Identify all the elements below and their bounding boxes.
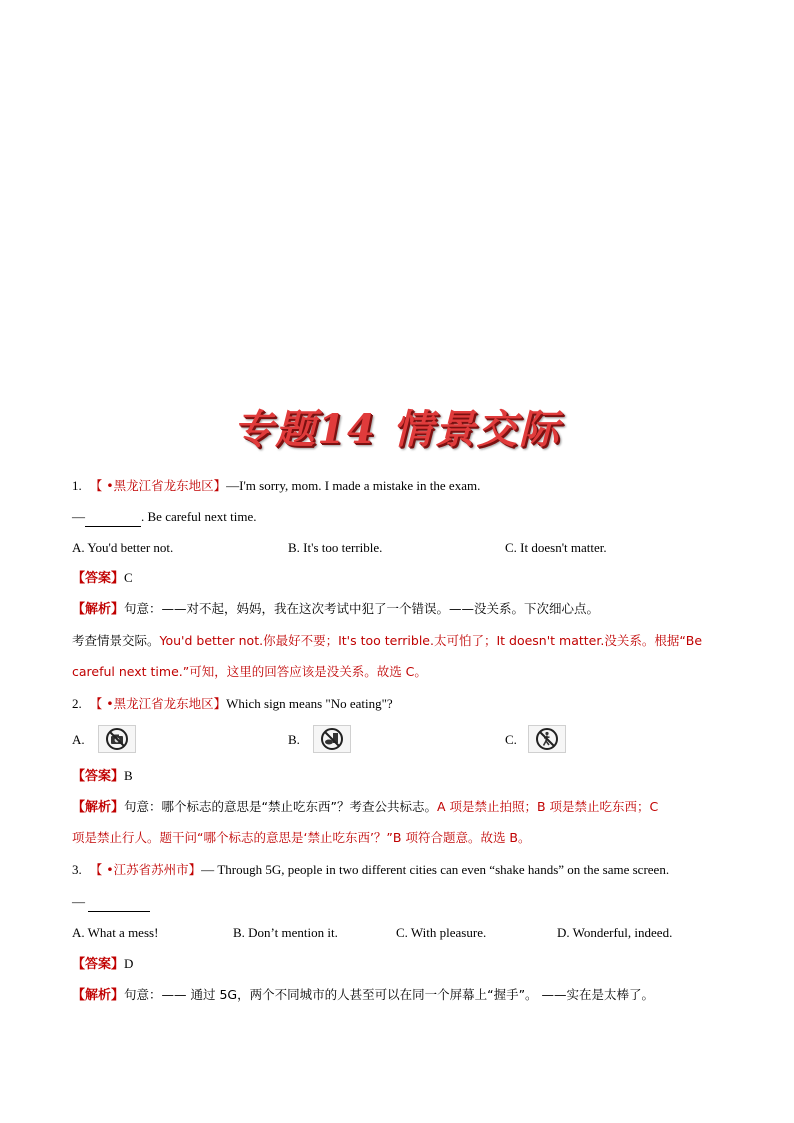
analysis-text: 句意：—— 通过 5G，两个不同城市的人甚至可以在同一个屏幕上“握手”。 ——实在是太棒了。 <box>124 987 655 1002</box>
reply-text: . Be careful next time. <box>141 509 257 524</box>
question-3-stem <box>72 860 732 880</box>
question-text: —I'm sorry, mom. I made a mistake in the exam. <box>226 478 481 493</box>
option-a-label: A. <box>72 732 85 747</box>
analysis-tag: 【解析】 <box>72 988 125 1003</box>
analysis-line <box>72 797 732 818</box>
option-d: D. Wonderful, indeed. <box>557 925 673 940</box>
page-title: 专题14 情景交际 <box>233 406 561 453</box>
answer-tag: 【答案】 <box>72 769 125 784</box>
option-c: C. With pleasure. <box>396 925 487 940</box>
analysis-line <box>72 631 732 651</box>
answer-line <box>72 954 732 975</box>
question-source: 【 •黑龙江省龙东地区】 <box>89 478 227 493</box>
option-b: B. Don’t mention it. <box>233 925 338 940</box>
analysis-text-highlight: A 项是禁止拍照；B 项是禁止吃东西；C <box>436 799 659 814</box>
question-text: Which sign means "No eating"? <box>226 696 393 711</box>
analysis-text-highlight: You'd better not.你最好不要；It's too terrible.太可怕了；It doesn't matter.没关系。根据“Be <box>159 633 703 648</box>
answer-line <box>72 568 732 589</box>
answer-blank <box>88 897 150 912</box>
no-eating-icon <box>313 725 351 753</box>
question-text: — Through 5G, people in two different cities can even “shake hands” on the same screen. <box>201 862 670 877</box>
no-camera-icon <box>98 725 136 753</box>
analysis-text-highlight: careful next time.”可知，这里的回答应该是没关系。故选 C。 <box>72 664 427 679</box>
question-number: 1. <box>72 478 82 493</box>
answer-value: C <box>124 570 133 585</box>
answer-tag: 【答案】 <box>72 957 125 972</box>
question-number: 3. <box>72 862 82 877</box>
dash: — <box>72 894 85 909</box>
question-1-stem <box>72 476 732 496</box>
option-b-label: B. <box>288 732 300 747</box>
answer-blank <box>85 512 141 527</box>
analysis-text: 考查情景交际。 <box>72 633 160 648</box>
option-a: A. What a mess! <box>72 925 159 940</box>
analysis-text: 句意：哪个标志的意思是“禁止吃东西”？考查公共标志。 <box>124 799 437 814</box>
analysis-text: 句意：——对不起，妈妈，我在这次考试中犯了一个错误。——没关系。下次细心点。 <box>124 601 600 616</box>
analysis-text-highlight: 项是禁止行人。题干问“哪个标志的意思是‘禁止吃东西’？”B 项符合题意。故选 B。 <box>72 830 531 845</box>
question-source: 【 •黑龙江省龙东地区】 <box>89 696 227 711</box>
option-a: A. You'd better not. <box>72 540 174 555</box>
analysis-line <box>72 662 732 682</box>
answer-value: D <box>124 956 134 971</box>
answer-tag: 【答案】 <box>72 571 125 586</box>
question-3-reply <box>72 892 732 912</box>
option-c: C. It doesn't matter. <box>505 540 607 555</box>
answer-line <box>72 766 732 787</box>
analysis-line <box>72 985 732 1006</box>
analysis-tag: 【解析】 <box>72 602 125 617</box>
option-b: B. It's too terrible. <box>288 540 383 555</box>
analysis-tag: 【解析】 <box>72 800 125 815</box>
analysis-line <box>72 599 732 620</box>
analysis-line <box>72 828 732 848</box>
answer-value: B <box>124 768 133 783</box>
dash: — <box>72 509 85 524</box>
question-1-reply <box>72 507 732 527</box>
no-pedestrian-icon <box>528 725 566 753</box>
option-c-label: C. <box>505 732 517 747</box>
question-source: 【 •江苏省苏州市】 <box>89 862 202 877</box>
question-number: 2. <box>72 696 82 711</box>
question-2-stem <box>72 694 732 714</box>
